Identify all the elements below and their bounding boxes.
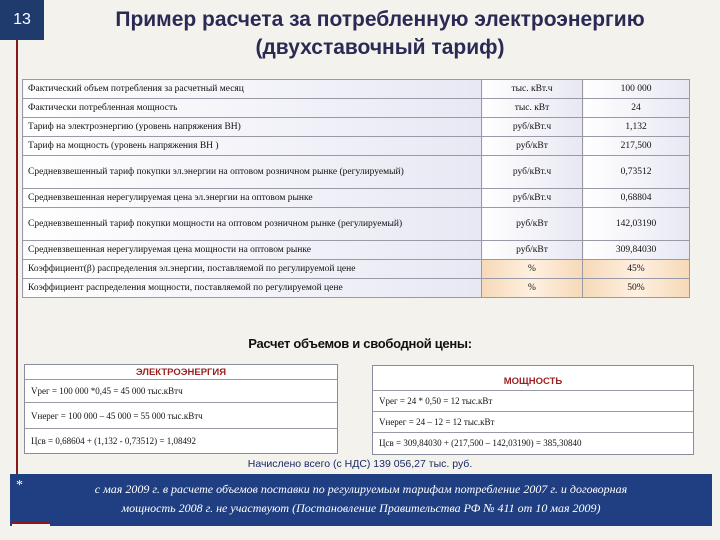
row-unit: %	[482, 260, 583, 279]
table-row	[23, 189, 690, 208]
row-label: Тариф на электроэнергию (уровень напряжения ВН)	[23, 118, 482, 137]
row-unit: руб/кВт	[482, 241, 583, 260]
row-value: 217,500	[583, 137, 690, 156]
row-unit: руб/кВт	[482, 208, 583, 241]
row-label: Тариф на мощность (уровень напряжения ВН )	[23, 137, 482, 156]
corner-decoration	[12, 522, 50, 538]
power-panel-heading: МОЩНОСТЬ	[373, 366, 693, 391]
table-row	[23, 118, 690, 137]
table-row	[23, 80, 690, 99]
energy-regulated-volume: Vрег = 100 000 *0,45 = 45 000 тыс.кВтч	[25, 380, 337, 403]
table-row	[23, 279, 690, 298]
calculation-subheading: Расчет объемов и свободной цены:	[248, 336, 472, 351]
row-value: 309,84030	[583, 241, 690, 260]
row-value: 100 000	[583, 80, 690, 99]
power-free-price: Цсв = 309,84030 + (217,500 – 142,03190) = 385,30840	[379, 438, 582, 448]
row-value: 1,132	[583, 118, 690, 137]
power-unregulated-volume: Vнерег = 24 – 12 = 12 тыс.кВт	[373, 412, 693, 433]
title-line-1: Пример расчета за потребленную электроэнергию	[115, 8, 645, 31]
footnote-star: *	[16, 478, 23, 493]
row-unit: тыс. кВт	[482, 99, 583, 118]
total-charged: Начислено всего (с НДС) 139 056,27 тыс. руб.	[247, 458, 473, 470]
table-row	[23, 156, 690, 189]
row-value: 45%	[583, 260, 690, 279]
row-unit: руб/кВт	[482, 137, 583, 156]
row-label: Фактический объем потребления за расчетный месяц	[23, 80, 482, 99]
title-line-2: (двухставочный тариф)	[255, 36, 505, 59]
table-row	[23, 260, 690, 279]
row-label: Средневзвешенный тариф покупки эл.энергии на оптовом розничном рынке (регулируемый)	[23, 156, 482, 189]
row-label: Коэффициент распределения мощности, поставляемой по регулируемой цене	[23, 279, 482, 298]
row-unit: тыс. кВт.ч	[482, 80, 583, 99]
energy-panel-heading: ЭЛЕКТРОЭНЕРГИЯ	[25, 365, 337, 380]
table-row	[23, 99, 690, 118]
power-panel	[372, 365, 694, 455]
footnote-line-2: мощность 2008 г. не участвуют (Постановление Правительства РФ № 411 от 10 мая 2009)	[121, 501, 601, 515]
row-value: 0,73512	[583, 156, 690, 189]
row-unit: руб/кВт.ч	[482, 189, 583, 208]
energy-free-price: Цсв = 0,68604 + (1,132 - 0,73512) = 1,08492	[31, 436, 196, 446]
energy-panel	[24, 364, 338, 454]
row-unit: %	[482, 279, 583, 298]
row-label: Фактически потребленная мощность	[23, 99, 482, 118]
table-row	[23, 241, 690, 260]
slide-number: 13	[0, 0, 44, 40]
footnote-line-1: с мая 2009 г. в расчете объемов поставки по регулируемым тарифам потребление 2007 г. и договорная	[94, 482, 628, 496]
frame-line	[16, 40, 18, 530]
tariff-table	[22, 79, 690, 298]
row-label: Средневзвешенная нерегулируемая цена эл.энергии на оптовом рынке	[23, 189, 482, 208]
power-regulated-volume: Vрег = 24 * 0,50 = 12 тыс.кВт	[373, 391, 693, 412]
page-title	[60, 6, 700, 62]
table-row	[23, 208, 690, 241]
footnote	[10, 474, 712, 526]
row-value: 50%	[583, 279, 690, 298]
energy-unregulated-volume: Vнерег = 100 000 – 45 000 = 55 000 тыс.кВтч	[25, 403, 337, 429]
table-row	[23, 137, 690, 156]
row-unit: руб/кВт.ч	[482, 118, 583, 137]
row-value: 0,68804	[583, 189, 690, 208]
row-value: 142,03190	[583, 208, 690, 241]
row-label: Средневзвешенная нерегулируемая цена мощности на оптовом рынке	[23, 241, 482, 260]
row-value: 24	[583, 99, 690, 118]
row-label: Средневзвешенный тариф покупки мощности на оптовом розничном рынке (регулируемый)	[23, 208, 482, 241]
row-unit: руб/кВт.ч	[482, 156, 583, 189]
row-label: Коэффициент(β) распределения эл.энергии, поставляемой по регулируемой цене	[23, 260, 482, 279]
